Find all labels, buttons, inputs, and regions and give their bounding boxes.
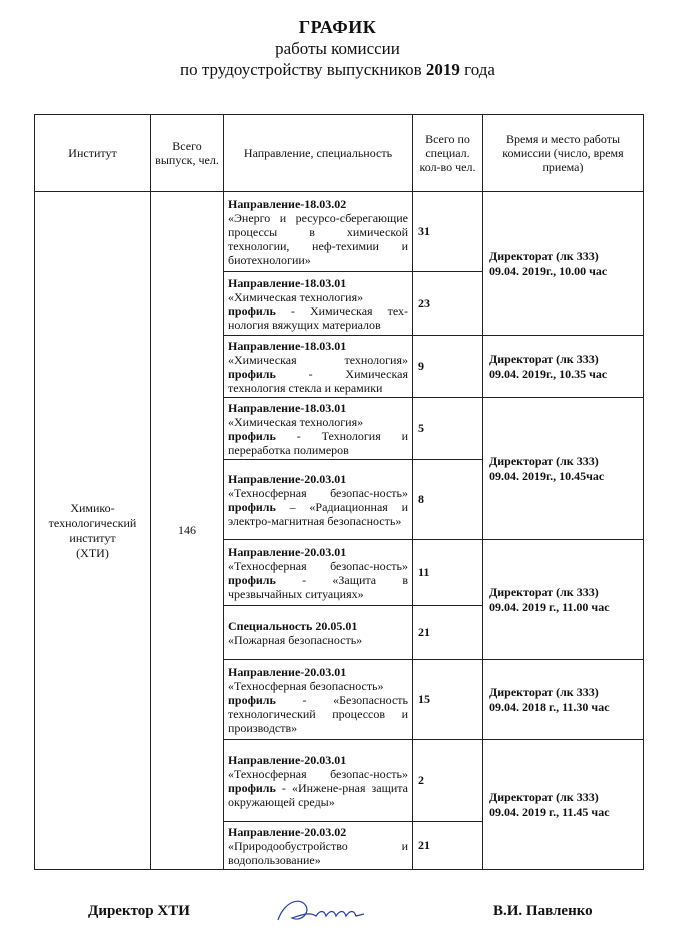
- direction-cell: Направление-18.03.01 «Химическая технология» профиль - Химическая технология стекла и керамики: [224, 336, 413, 398]
- direction-cell: Направление-20.03.02 «Природообустройство и водопользование»: [224, 822, 413, 870]
- table-header-row: [35, 115, 644, 192]
- direction-cell: Направление-20.03.01 «Техносферная безопас-ность» профиль – «Радиационная и электро-магнитная безопасность»: [224, 460, 413, 540]
- session-cell: Директорат (лк 333) 09.04. 2019 г., 11.45 час: [483, 740, 644, 870]
- document-title: ГРАФИК: [298, 17, 377, 37]
- session-cell: Директорат (лк 333) 09.04. 2019г., 10.35 час: [483, 336, 644, 398]
- count-cell: 9: [413, 336, 483, 398]
- count-cell: 21: [413, 606, 483, 660]
- total-graduates-cell: 146: [151, 192, 224, 870]
- count-cell: 23: [413, 272, 483, 336]
- column-header-count: Всего по специал. кол-во чел.: [413, 115, 483, 192]
- session-cell: Директорат (лк 333) 09.04. 2018 г., 11.30 час: [483, 660, 644, 740]
- count-cell: 8: [413, 460, 483, 540]
- document-subtitle: работы комиссии: [275, 39, 400, 58]
- count-cell: 21: [413, 822, 483, 870]
- column-header-institute: Институт: [35, 115, 151, 192]
- direction-cell: Направление-20.03.01 «Техносферная безопасность» профиль - «Безопасность технологический процессов и производств»: [224, 660, 413, 740]
- direction-cell: Направление-18.03.01 «Химическая технология» профиль - Технология и переработка полимеров: [224, 398, 413, 460]
- count-cell: 15: [413, 660, 483, 740]
- direction-cell: Направление-18.03.01 «Химическая технология» профиль - Химическая тех-нология вяжущих материалов: [224, 272, 413, 336]
- signatory-name: В.И. Павленко: [493, 903, 593, 919]
- direction-cell: Направление-20.03.01 «Техносферная безопас-ность» профиль - «Инжене-рная защита окружающей среды»: [224, 740, 413, 822]
- count-cell: 2: [413, 740, 483, 822]
- column-header-direction: Направление, специальность: [224, 115, 413, 192]
- handwritten-signature: [270, 892, 370, 926]
- document-title-block: [0, 16, 675, 80]
- signatory-title: Директор ХТИ: [88, 903, 190, 919]
- count-cell: 5: [413, 398, 483, 460]
- session-cell: Директорат (лк 333) 09.04. 2019г., 10.45час: [483, 398, 644, 540]
- session-cell: Директорат (лк 333) 09.04. 2019г., 10.00 час: [483, 192, 644, 336]
- direction-cell: Специальность 20.05.01 «Пожарная безопасность»: [224, 606, 413, 660]
- institute-cell: Химико- технологический институт (ХТИ): [35, 192, 151, 870]
- column-header-time-place: Время и место работы комиссии (число, время приема): [483, 115, 644, 192]
- direction-cell: Направление-18.03.02 «Энерго и ресурсо-сберегающие процессы в химической технологии, неф-техимии и биотехнологии»: [224, 192, 413, 272]
- column-header-total: Всего выпуск, чел.: [151, 115, 224, 192]
- document-subtitle-2: по трудоустройству выпускников 2019 года: [180, 60, 495, 79]
- count-cell: 11: [413, 540, 483, 606]
- table-row: [35, 192, 644, 272]
- direction-cell: Направление-20.03.01 «Техносферная безопас-ность» профиль - «Защита в чрезвычайных ситуациях»: [224, 540, 413, 606]
- session-cell: Директорат (лк 333) 09.04. 2019 г., 11.00 час: [483, 540, 644, 660]
- schedule-table: [34, 114, 644, 870]
- count-cell: 31: [413, 192, 483, 272]
